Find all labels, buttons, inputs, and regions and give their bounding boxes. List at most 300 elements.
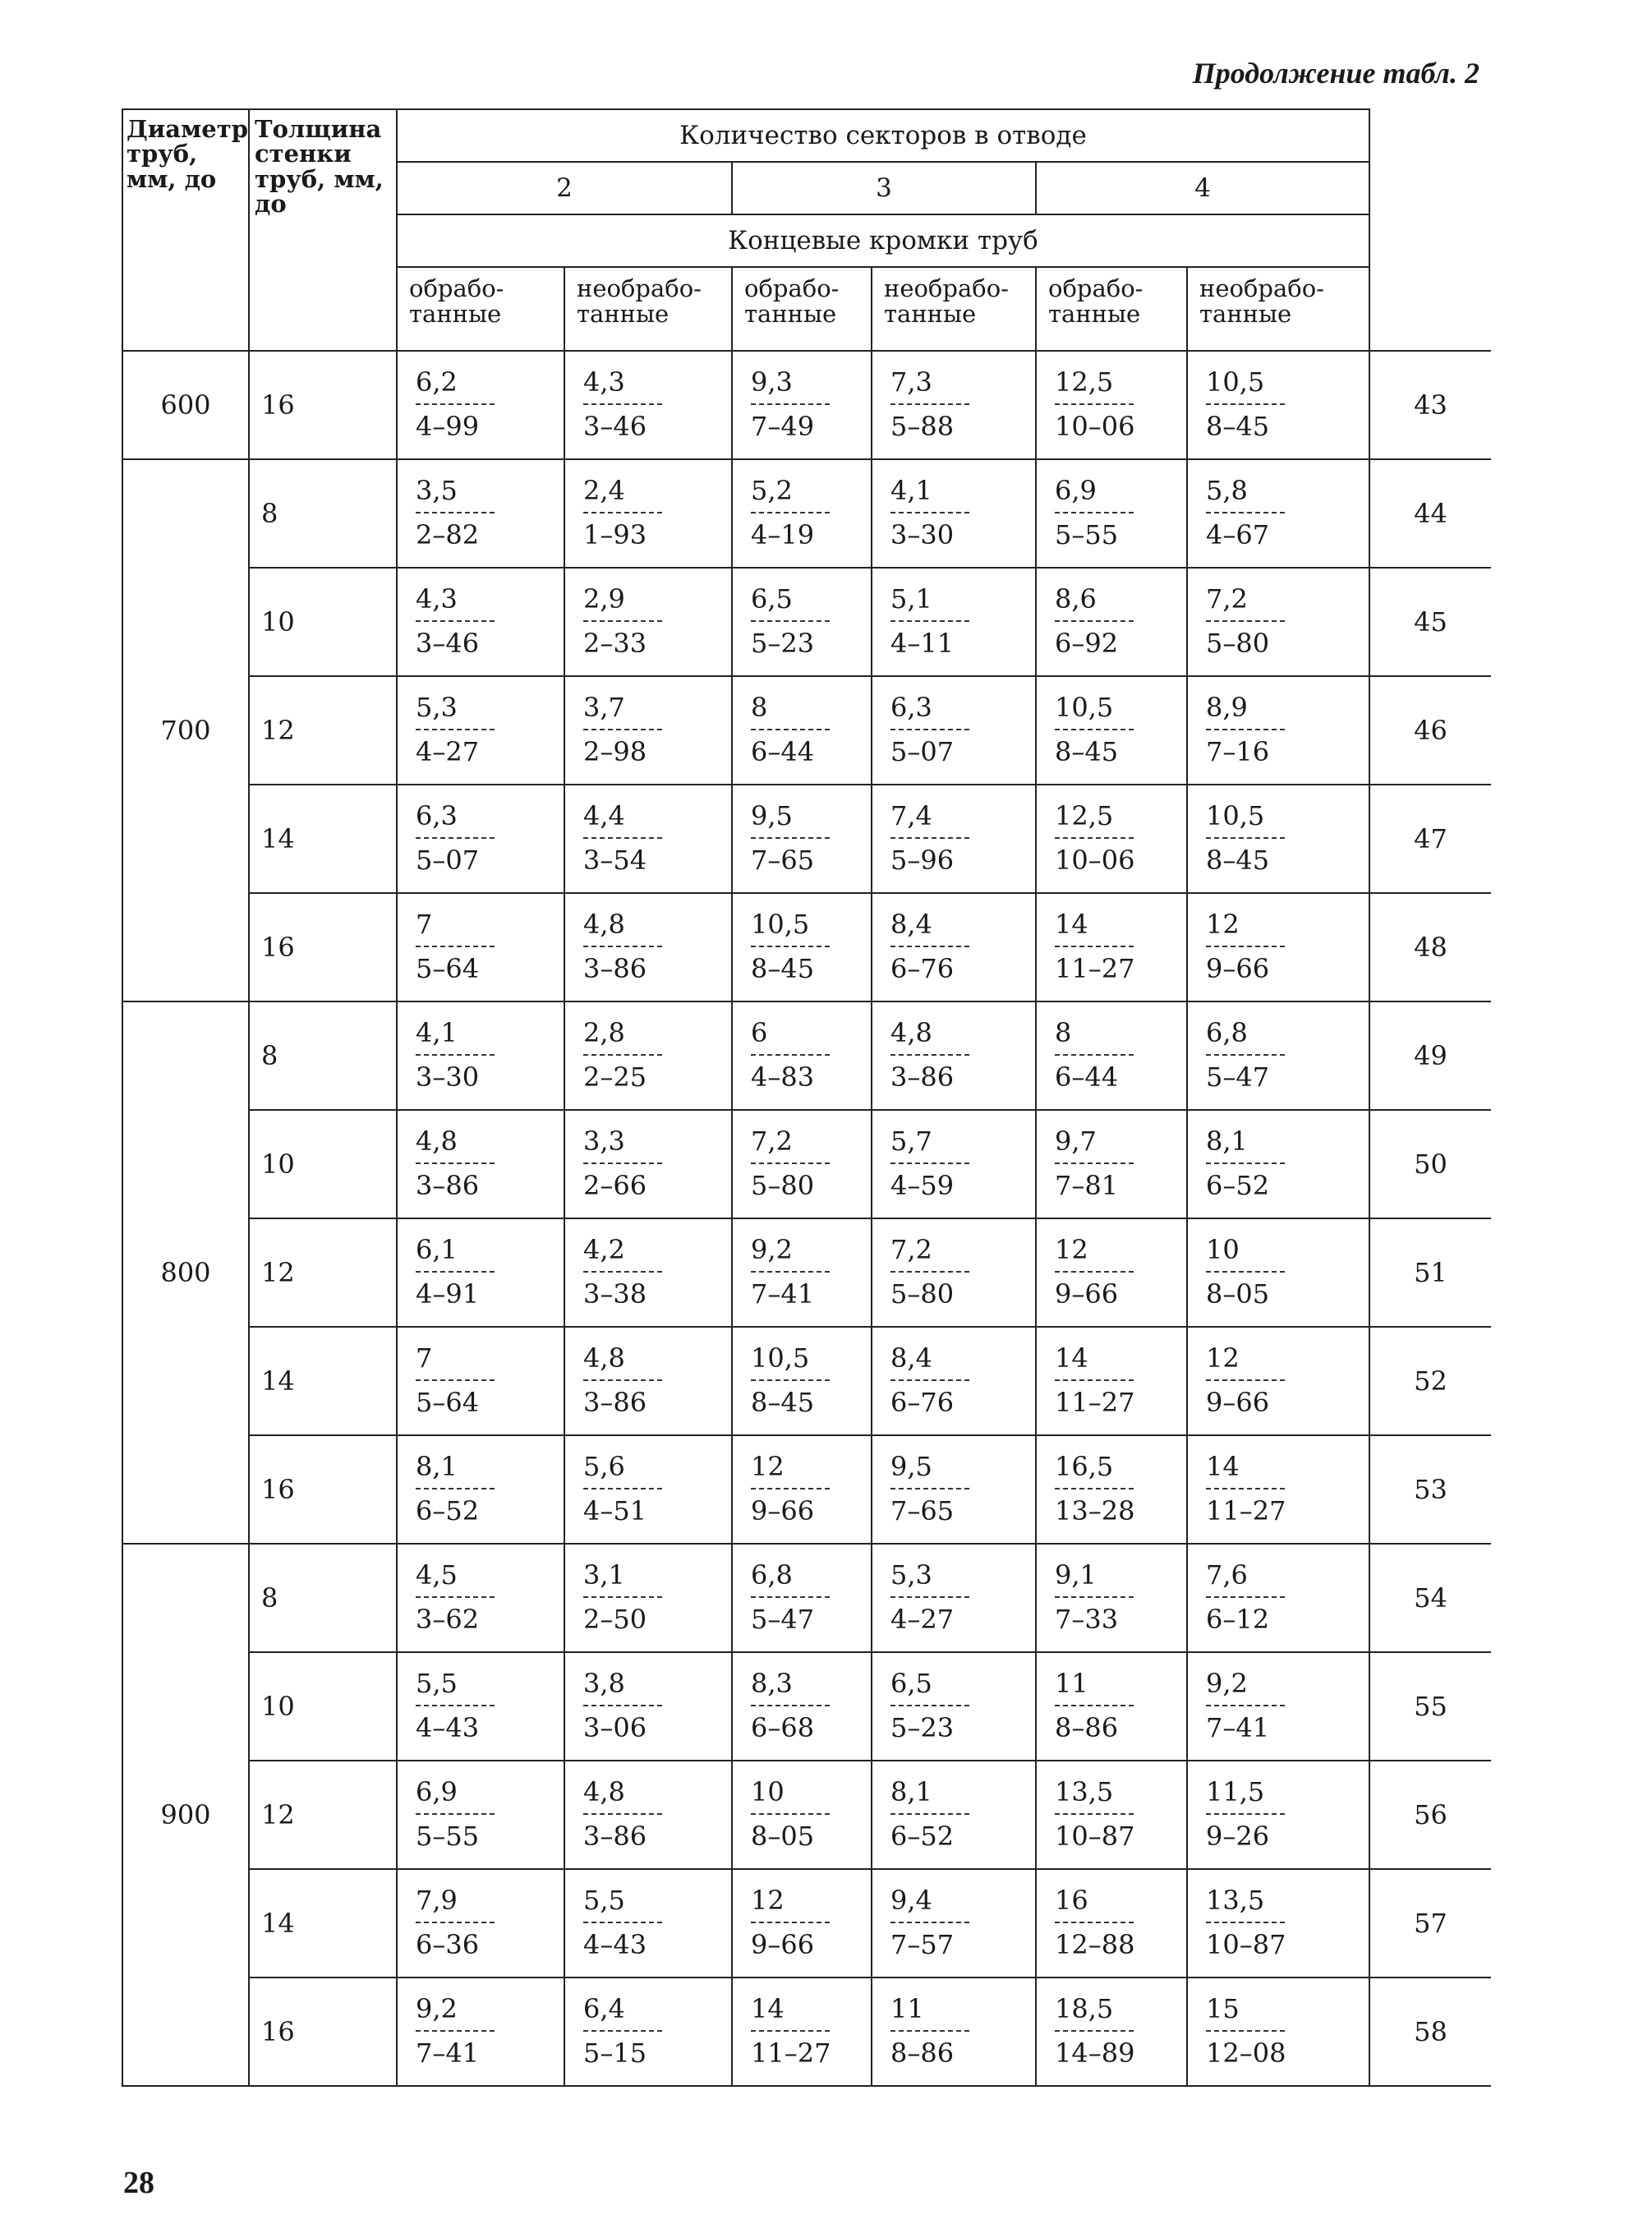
wall-thickness: 10: [249, 568, 397, 676]
value-numerator: 12,5: [1054, 366, 1114, 398]
value-denominator: 6–68: [750, 1711, 815, 1743]
wall-thickness: 12: [249, 1218, 397, 1327]
value-denominator: 8–86: [1054, 1711, 1119, 1743]
value-cell: [732, 1869, 872, 1977]
row-number: 49: [1369, 1001, 1491, 1110]
value-denominator: 8–05: [1205, 1278, 1270, 1310]
value-denominator: 6–44: [750, 735, 815, 767]
value-denominator: 7–49: [750, 410, 815, 442]
value-numerator: 4,3: [415, 582, 458, 615]
value-numerator: 4,1: [415, 1016, 458, 1048]
value-denominator: 9–66: [1205, 1386, 1270, 1418]
value-cell: [1036, 1977, 1187, 2086]
value-cell: [872, 1544, 1036, 1652]
value-numerator: 4,8: [890, 1016, 932, 1048]
value-cell: [1187, 676, 1369, 785]
value-cell: [564, 1977, 732, 2086]
value-numerator: 4,1: [890, 474, 932, 506]
value-cell: [1187, 1869, 1369, 1977]
value-numerator: 14: [750, 1992, 785, 2024]
value-denominator: 4–27: [890, 1603, 955, 1635]
value-denominator: 3–38: [582, 1278, 647, 1310]
row-number: 57: [1369, 1869, 1491, 1977]
value-cell: [1187, 1327, 1369, 1435]
row-number: 50: [1369, 1110, 1491, 1218]
wall-thickness: 8: [249, 459, 397, 568]
row-number: 54: [1369, 1544, 1491, 1652]
value-cell: [1036, 785, 1187, 893]
value-denominator: 8–45: [750, 952, 815, 984]
value-numerator: 5,3: [890, 1558, 932, 1591]
header-pipe-edges: Концевые кромки труб: [397, 214, 1369, 267]
value-denominator: 4–91: [415, 1278, 480, 1310]
value-denominator: 9–66: [750, 1928, 815, 1960]
value-cell: [1036, 1869, 1187, 1977]
value-denominator: 5–23: [750, 627, 815, 659]
value-cell: [564, 1652, 732, 1761]
value-numerator: 9,5: [750, 799, 793, 831]
value-cell: [397, 1761, 564, 1869]
column-header-diameter: Диаметр труб, мм, до: [122, 109, 249, 351]
value-denominator: 5–64: [415, 1386, 480, 1418]
table-row: [122, 1327, 1491, 1435]
value-cell: [1187, 893, 1369, 1001]
value-numerator: 4,5: [415, 1558, 458, 1591]
value-cell: [1187, 1544, 1369, 1652]
value-cell: [872, 1977, 1036, 2086]
value-denominator: 9–66: [1054, 1278, 1119, 1310]
value-numerator: 6,9: [1054, 474, 1097, 506]
table-row: [122, 1544, 1491, 1652]
value-cell: [564, 568, 732, 676]
header-edge-type: необрабо-танные: [1187, 267, 1369, 351]
value-cell: [397, 893, 564, 1001]
value-denominator: 10–06: [1054, 844, 1135, 876]
value-numerator: 11: [890, 1992, 924, 2024]
value-denominator: 5–15: [582, 2037, 647, 2069]
value-numerator: 15: [1205, 1992, 1240, 2024]
table-row: [122, 1435, 1491, 1544]
value-cell: [397, 1977, 564, 2086]
header-sectors-2: 2: [397, 162, 732, 214]
value-numerator: 7,2: [1205, 582, 1248, 615]
value-numerator: 8,1: [415, 1450, 458, 1482]
value-numerator: 12: [750, 1450, 785, 1482]
value-cell: [564, 1218, 732, 1327]
value-cell: [397, 1435, 564, 1544]
wall-thickness: 10: [249, 1652, 397, 1761]
value-denominator: 3–86: [890, 1061, 955, 1093]
value-cell: [872, 1761, 1036, 1869]
value-numerator: 6,1: [415, 1233, 458, 1265]
row-number: 56: [1369, 1761, 1491, 1869]
value-numerator: 8,3: [750, 1667, 793, 1699]
value-numerator: 10,5: [1205, 366, 1265, 398]
value-denominator: 8–45: [750, 1386, 815, 1418]
header-edge-type: необрабо-танные: [564, 267, 732, 351]
value-numerator: 8,4: [890, 908, 932, 940]
pipe-diameter: 800: [122, 1001, 249, 1544]
value-numerator: 3,7: [582, 691, 625, 723]
value-denominator: 4–83: [750, 1061, 815, 1093]
value-denominator: 3–30: [415, 1061, 480, 1093]
value-cell: [397, 351, 564, 459]
value-denominator: 8–45: [1205, 410, 1270, 442]
value-denominator: 3–62: [415, 1603, 480, 1635]
value-numerator: 4,8: [582, 1775, 625, 1807]
value-denominator: 5–88: [890, 410, 955, 442]
header-sectors-3: 3: [732, 162, 1036, 214]
row-number: 44: [1369, 459, 1491, 568]
value-cell: [872, 1327, 1036, 1435]
table-row: [122, 676, 1491, 785]
value-numerator: 12,5: [1054, 799, 1114, 831]
value-cell: [397, 1110, 564, 1218]
column-header-thickness: Толщина стенки труб, мм, до: [249, 109, 397, 351]
sector-count-table: [122, 108, 1491, 2087]
value-denominator: 3–86: [582, 1820, 647, 1852]
value-numerator: 8,1: [890, 1775, 932, 1807]
value-cell: [872, 1218, 1036, 1327]
value-denominator: 2–98: [582, 735, 647, 767]
value-cell: [397, 459, 564, 568]
wall-thickness: 14: [249, 785, 397, 893]
value-denominator: 6–52: [1205, 1169, 1270, 1201]
value-cell: [1036, 1435, 1187, 1544]
value-denominator: 6–12: [1205, 1603, 1270, 1635]
value-cell: [564, 1001, 732, 1110]
value-cell: [732, 568, 872, 676]
value-numerator: 4,2: [582, 1233, 625, 1265]
row-number: 48: [1369, 893, 1491, 1001]
value-denominator: 7–81: [1054, 1169, 1119, 1201]
value-denominator: 4–43: [415, 1711, 480, 1743]
value-numerator: 3,5: [415, 474, 458, 506]
value-numerator: 4,4: [582, 799, 625, 831]
value-denominator: 2–50: [582, 1603, 647, 1635]
value-denominator: 6–76: [890, 1386, 955, 1418]
value-numerator: 6,4: [582, 1992, 625, 2024]
value-denominator: 7–41: [1205, 1711, 1270, 1743]
value-numerator: 7,2: [750, 1125, 793, 1157]
value-denominator: 3–86: [415, 1169, 480, 1201]
value-cell: [397, 1218, 564, 1327]
value-numerator: 5,2: [750, 474, 793, 506]
value-numerator: 7,9: [415, 1884, 458, 1916]
value-denominator: 6–92: [1054, 627, 1119, 659]
value-numerator: 9,3: [750, 366, 793, 398]
value-cell: [1187, 1218, 1369, 1327]
value-numerator: 12: [1054, 1233, 1088, 1265]
value-numerator: 9,4: [890, 1884, 932, 1916]
value-numerator: 6,2: [415, 366, 458, 398]
value-numerator: 10,5: [750, 908, 810, 940]
value-numerator: 16: [1054, 1884, 1088, 1916]
value-cell: [732, 1110, 872, 1218]
value-cell: [397, 1652, 564, 1761]
value-numerator: 8,4: [890, 1342, 932, 1374]
value-denominator: 5–23: [890, 1711, 955, 1743]
value-numerator: 5,3: [415, 691, 458, 723]
wall-thickness: 12: [249, 676, 397, 785]
value-denominator: 12–88: [1054, 1928, 1135, 1960]
value-cell: [1036, 1761, 1187, 1869]
value-cell: [397, 1001, 564, 1110]
table-continuation-caption: Продолжение табл. 2: [1192, 57, 1479, 90]
wall-thickness: 14: [249, 1327, 397, 1435]
value-cell: [872, 676, 1036, 785]
value-numerator: 8,1: [1205, 1125, 1248, 1157]
value-denominator: 6–44: [1054, 1061, 1119, 1093]
value-numerator: 10: [1205, 1233, 1240, 1265]
value-denominator: 5–55: [1054, 518, 1119, 550]
table-row: [122, 1977, 1491, 2086]
value-denominator: 11–27: [750, 2037, 831, 2069]
value-cell: [732, 1435, 872, 1544]
value-denominator: 5–80: [890, 1278, 955, 1310]
value-cell: [872, 1652, 1036, 1761]
value-numerator: 9,2: [1205, 1667, 1248, 1699]
value-denominator: 7–41: [415, 2037, 480, 2069]
value-denominator: 6–76: [890, 952, 955, 984]
value-cell: [872, 893, 1036, 1001]
value-cell: [1036, 1001, 1187, 1110]
value-denominator: 8–45: [1205, 844, 1270, 876]
wall-thickness: 16: [249, 351, 397, 459]
value-cell: [1036, 1110, 1187, 1218]
value-cell: [872, 568, 1036, 676]
value-denominator: 10–87: [1205, 1928, 1286, 1960]
value-numerator: 6: [750, 1016, 768, 1048]
value-cell: [1036, 351, 1187, 459]
value-denominator: 5–96: [890, 844, 955, 876]
value-denominator: 3–06: [582, 1711, 647, 1743]
value-denominator: 3–46: [415, 627, 480, 659]
value-denominator: 8–05: [750, 1820, 815, 1852]
value-denominator: 9–26: [1205, 1820, 1270, 1852]
value-numerator: 5,7: [890, 1125, 932, 1157]
value-numerator: 9,1: [1054, 1558, 1097, 1591]
value-cell: [732, 1218, 872, 1327]
value-denominator: 2–25: [582, 1061, 647, 1093]
row-number: 51: [1369, 1218, 1491, 1327]
value-cell: [732, 459, 872, 568]
row-number: 53: [1369, 1435, 1491, 1544]
value-denominator: 2–33: [582, 627, 647, 659]
value-cell: [564, 676, 732, 785]
value-cell: [732, 1977, 872, 2086]
value-denominator: 6–36: [415, 1928, 480, 1960]
value-cell: [732, 676, 872, 785]
value-cell: [564, 1869, 732, 1977]
value-cell: [1187, 1761, 1369, 1869]
row-number: 47: [1369, 785, 1491, 893]
value-numerator: 9,7: [1054, 1125, 1097, 1157]
value-cell: [1036, 676, 1187, 785]
value-cell: [732, 1327, 872, 1435]
value-cell: [872, 1435, 1036, 1544]
wall-thickness: 10: [249, 1110, 397, 1218]
row-number: 45: [1369, 568, 1491, 676]
value-cell: [732, 785, 872, 893]
value-cell: [1187, 1110, 1369, 1218]
value-numerator: 9,2: [750, 1233, 793, 1265]
value-cell: [1187, 1652, 1369, 1761]
value-denominator: 3–46: [582, 410, 647, 442]
value-denominator: 11–27: [1205, 1494, 1286, 1526]
value-numerator: 8,9: [1205, 691, 1248, 723]
value-denominator: 7–33: [1054, 1603, 1119, 1635]
row-number: 55: [1369, 1652, 1491, 1761]
value-numerator: 7,2: [890, 1233, 932, 1265]
value-numerator: 16,5: [1054, 1450, 1114, 1482]
value-numerator: 6,8: [1205, 1016, 1248, 1048]
value-denominator: 11–27: [1054, 952, 1135, 984]
value-numerator: 10,5: [1054, 691, 1114, 723]
value-cell: [397, 676, 564, 785]
value-numerator: 3,1: [582, 1558, 625, 1591]
value-numerator: 7,6: [1205, 1558, 1248, 1591]
value-cell: [397, 568, 564, 676]
value-denominator: 5–55: [415, 1820, 480, 1852]
value-numerator: 13,5: [1205, 1884, 1265, 1916]
table-row: [122, 893, 1491, 1001]
value-cell: [397, 1327, 564, 1435]
value-cell: [872, 459, 1036, 568]
value-denominator: 5–07: [415, 844, 480, 876]
row-number: 58: [1369, 1977, 1491, 2086]
value-numerator: 4,3: [582, 366, 625, 398]
value-numerator: 6,3: [415, 799, 458, 831]
value-denominator: 4–27: [415, 735, 480, 767]
value-denominator: 5–47: [750, 1603, 815, 1635]
value-cell: [1036, 459, 1187, 568]
value-cell: [732, 1001, 872, 1110]
value-denominator: 8–45: [1054, 735, 1119, 767]
value-denominator: 7–65: [750, 844, 815, 876]
value-cell: [564, 1435, 732, 1544]
table-row: [122, 1218, 1491, 1327]
value-numerator: 11,5: [1205, 1775, 1265, 1807]
value-numerator: 10,5: [1205, 799, 1265, 831]
pipe-diameter: 900: [122, 1544, 249, 2086]
table-row: [122, 785, 1491, 893]
value-cell: [564, 459, 732, 568]
value-cell: [732, 1652, 872, 1761]
value-denominator: 9–66: [1205, 952, 1270, 984]
value-denominator: 4–59: [890, 1169, 955, 1201]
table-row: [122, 351, 1491, 459]
table-row: [122, 1869, 1491, 1977]
value-cell: [1036, 1218, 1187, 1327]
table-row: [122, 1761, 1491, 1869]
value-numerator: 3,8: [582, 1667, 625, 1699]
value-cell: [1187, 1435, 1369, 1544]
value-numerator: 7: [415, 908, 433, 940]
value-cell: [564, 785, 732, 893]
value-numerator: 5,5: [415, 1667, 458, 1699]
value-numerator: 14: [1054, 1342, 1088, 1374]
value-numerator: 7,3: [890, 366, 932, 398]
value-numerator: 12: [1205, 908, 1240, 940]
header-edge-type: необрабо-танные: [872, 267, 1036, 351]
value-numerator: 2,8: [582, 1016, 625, 1048]
row-number: 46: [1369, 676, 1491, 785]
header-blank: [1369, 109, 1491, 351]
value-cell: [732, 351, 872, 459]
value-denominator: 10–87: [1054, 1820, 1135, 1852]
value-cell: [1187, 568, 1369, 676]
value-numerator: 9,5: [890, 1450, 932, 1482]
wall-thickness: 8: [249, 1001, 397, 1110]
value-cell: [872, 1110, 1036, 1218]
value-numerator: 2,4: [582, 474, 625, 506]
value-numerator: 3,3: [582, 1125, 625, 1157]
value-denominator: 2–66: [582, 1169, 647, 1201]
value-denominator: 3–86: [582, 1386, 647, 1418]
value-numerator: 6,9: [415, 1775, 458, 1807]
page-number: 28: [123, 2166, 154, 2200]
header-edge-type: обрабо-танные: [732, 267, 872, 351]
value-numerator: 14: [1205, 1450, 1240, 1482]
value-denominator: 5–07: [890, 735, 955, 767]
value-denominator: 7–16: [1205, 735, 1270, 767]
value-cell: [872, 1001, 1036, 1110]
value-cell: [872, 351, 1036, 459]
value-denominator: 4–11: [890, 627, 955, 659]
value-numerator: 5,1: [890, 582, 932, 615]
value-cell: [1036, 1327, 1187, 1435]
value-denominator: 7–65: [890, 1494, 955, 1526]
value-denominator: 9–66: [750, 1494, 815, 1526]
wall-thickness: 12: [249, 1761, 397, 1869]
value-denominator: 10–06: [1054, 410, 1135, 442]
row-number: 43: [1369, 351, 1491, 459]
header-edge-type: обрабо-танные: [397, 267, 564, 351]
value-cell: [1187, 459, 1369, 568]
value-numerator: 4,8: [415, 1125, 458, 1157]
value-numerator: 12: [1205, 1342, 1240, 1374]
value-numerator: 10: [750, 1775, 785, 1807]
value-numerator: 4,8: [582, 908, 625, 940]
value-cell: [732, 1761, 872, 1869]
value-numerator: 6,5: [890, 1667, 932, 1699]
value-cell: [1036, 1544, 1187, 1652]
value-cell: [1036, 893, 1187, 1001]
value-denominator: 8–86: [890, 2037, 955, 2069]
pipe-diameter: 600: [122, 351, 249, 459]
value-numerator: 7,4: [890, 799, 932, 831]
value-denominator: 4–51: [582, 1494, 647, 1526]
value-denominator: 7–41: [750, 1278, 815, 1310]
table-row: [122, 1652, 1491, 1761]
pipe-diameter: 700: [122, 459, 249, 1001]
value-numerator: 10,5: [750, 1342, 810, 1374]
value-denominator: 5–80: [1205, 627, 1270, 659]
value-numerator: 2,9: [582, 582, 625, 615]
value-numerator: 9,2: [415, 1992, 458, 2024]
header-edge-type: обрабо-танные: [1036, 267, 1187, 351]
value-denominator: 3–54: [582, 844, 647, 876]
value-numerator: 6,3: [890, 691, 932, 723]
value-numerator: 5,5: [582, 1884, 625, 1916]
value-numerator: 8: [1054, 1016, 1072, 1048]
wall-thickness: 16: [249, 1977, 397, 2086]
value-denominator: 4–19: [750, 518, 815, 550]
value-cell: [1187, 1977, 1369, 2086]
value-cell: [397, 785, 564, 893]
value-numerator: 8,6: [1054, 582, 1097, 615]
